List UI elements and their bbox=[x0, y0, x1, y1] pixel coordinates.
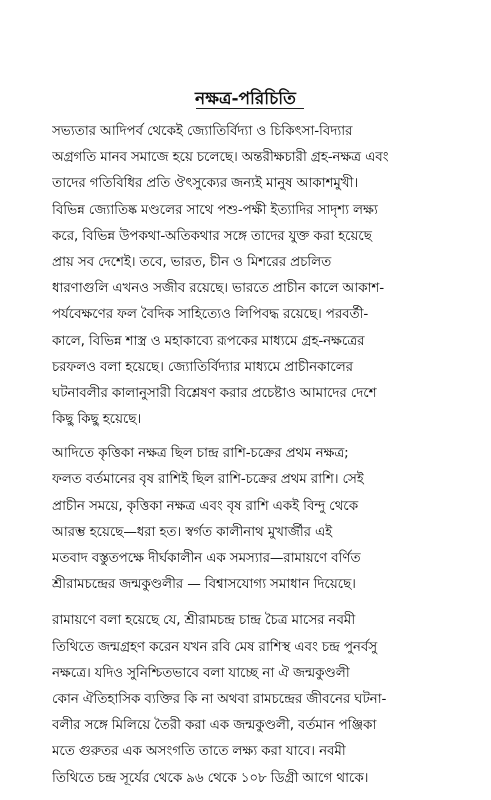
text-line: বিভিন্ন জ্যোতিষ্ক মণ্ডলের সাথে পশু-পক্ষী ইত্যাদির সাদৃশ্য লক্ষ্য bbox=[52, 201, 378, 218]
text-line: তাদের গতিবিধির প্রতি ঔৎসুক্যের জন্যই মানুষ আকাশমুখী। bbox=[52, 175, 358, 192]
text-line: তিথিতে চন্দ্র সূর্যের থেকে ৯৬ থেকে ১০৮ ডিগ্রী আগে থাকে। bbox=[52, 769, 369, 786]
text-line: মতবাদ বস্তুতপক্ষে দীর্ঘকালীন এক সমস্যার—রামায়ণে বর্ণিত bbox=[52, 550, 361, 566]
text-line: শ্রীরামচন্দ্রের জন্মকুণ্ডলীর — বিশ্বাসযোগ্য সমাধান দিয়েছে। bbox=[52, 576, 356, 593]
text-line: চরফলও বলা হয়েছে। জ্যোতির্বিদ্যার মাধ্যমে প্রাচীনকালের bbox=[52, 358, 353, 375]
text-line: বলীর সঙ্গে মিলিয়ে তৈরী করা এক জন্মকুণ্ডলী, বর্তমান পঞ্জিকা bbox=[52, 717, 377, 734]
text-line: কিছু কিছু হয়েছে। bbox=[52, 411, 142, 428]
text-line: নক্ষত্রে। যদিও সুনিশ্চিতভাবে বলা যাচ্ছে না ঐ জন্মকুণ্ডলী bbox=[52, 664, 350, 681]
body-text bbox=[52, 118, 462, 791]
text-line: করে, বিভিন্ন উপকথা-অতিকথার সঙ্গে তাদের যুক্ত করা হয়েছে bbox=[52, 227, 372, 244]
text-line: প্রাচীন সময়ে, কৃত্তিকা নক্ষত্র এবং বৃষ রাশি একই বিন্দু থেকে bbox=[52, 497, 359, 514]
text-line: ফলত বর্তমানের বৃষ রাশিই ছিল রাশি-চক্রের প্রথম রাশি। সেই bbox=[52, 471, 364, 488]
text-line: তিথিতে জন্মগ্রহণ করেন যখন রবি মেষ রাশিস্থ এবং চন্দ্র পুনর্বসু bbox=[52, 638, 377, 655]
text-line: সভ্যতার আদিপর্ব থেকেই জ্যোতির্বিদ্যা ও চিকিৎসা-বিদ্যার bbox=[52, 123, 353, 139]
text-line: আরম্ভ হয়েছে—ধরা হত। স্বর্গত কালীনাথ মুখার্জীর এই bbox=[52, 523, 333, 540]
text-line: মতে গুরুতর এক অসংগতি তাতে লক্ষ্য করা যাবে। নবমী bbox=[52, 743, 346, 760]
text-line: কালে, বিভিন্ন শাস্ত্র ও মহাকাব্যে রূপকের মাধ্যমে গ্রহ-নক্ষত্রের bbox=[52, 332, 365, 349]
text-line: অগ্রগতি মানব সমাজে হয়ে চলেছে। অন্তরীক্ষচারী গ্রহ-নক্ষত্র এবং bbox=[52, 149, 389, 166]
title-underline bbox=[196, 108, 304, 109]
text-line: ঘটনাবলীর কালানুসারী বিশ্লেষণ করার প্রচেষ্টাও আমাদের দেশে bbox=[52, 384, 377, 401]
text-line: পর্যবেক্ষণের ফল বৈদিক সাহিত্যেও লিপিবদ্ধ রয়েছে। পরবর্তী- bbox=[52, 306, 369, 323]
paragraph-3 bbox=[52, 607, 462, 790]
text-line: রামায়ণে বলা হয়েছে যে, শ্রীরামচন্দ্র চান্দ্র চৈত্র মাসের নবমী bbox=[52, 612, 356, 629]
text-line: ধারণাগুলি এখনও সজীব রয়েছে। ভারতে প্রাচীন কালে আকাশ- bbox=[52, 280, 384, 297]
page-title: নক্ষত্র-পরিচিতি bbox=[195, 89, 296, 109]
paragraph-1 bbox=[52, 118, 462, 432]
paragraph-2 bbox=[52, 440, 462, 597]
text-line: আদিতে কৃত্তিকা নক্ষত্র ছিল চান্দ্র রাশি-চক্রের প্রথম নক্ষত্র; bbox=[52, 445, 349, 462]
text-line: প্রায় সব দেশেই। তবে, ভারত, চীন ও মিশরের প্রচলিত bbox=[52, 253, 332, 270]
text-line: কোন ঐতিহাসিক ব্যক্তির কি না অথবা রামচন্দ্রের জীবনের ঘটনা- bbox=[52, 690, 387, 707]
